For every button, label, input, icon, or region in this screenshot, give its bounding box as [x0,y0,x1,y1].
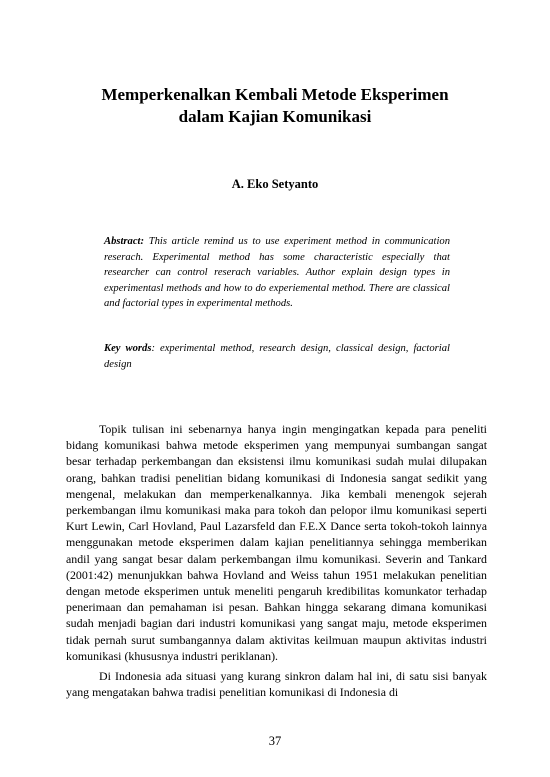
abstract [104,234,450,312]
author-name: A. Eko Setyanto [231,177,319,191]
title-line-1: Memperkenalkan Kembali Metode Eksperimen [101,85,449,104]
paragraph-1: Topik tulisan ini sebenarnya hanya ingin mengingatkan kepada para peneliti bidang komunikasi bahwa metode eksperimen yang mempunyai sumbangan sangat besar terhadap perkembangan dan eksistensi ilmu komunikasi sudah mulai dilupakan orang, bahkan tradisi penelitian bidang komunikasi di Indonesia sangat sedikit yang mengenal, melakukan dan memperkenalkannya. Jika kembali menengok sejerah perkembangan ilmu komunikasi maka para tokoh dan pelopor ilmu komunikasi seperti Kurt Lewin, Carl Hovland, Paul Lazarsfeld dan F.E.X Dance serta tokoh-tokoh lainnya menggunakan metode eksperimen dalam kajian penelitiannya sehingga memberikan andil yang sangat besar dalam perkembangan ilmu komunikasi. Severin and Tankard (2001:42) menunjukkan bahwa Hovland and Weiss tahun 1951 melakukan penelitian dengan metode eksperimen untuk meneliti pengaruh kredibilitas komunkator terhadap penerimaan dan pemahaman isi pesan. Bahkan hingga sekarang dimana komunikasi sudah menjadi bagian dari industri komunikasi yang sangat maju, metode eksperimen tidak pernah surut sumbangannya dalam aktivitas keilmuan maupun aktivitas industri komunikasi (khususnya industri periklanan). [66,422,487,663]
paragraph-2: Di Indonesia ada situasi yang kurang sinkron dalam hal ini, di satu sisi banyak yang mengatakan bahwa tradisi penelitian komunikasi di Indonesia di [66,669,487,700]
title-line-2: dalam Kajian Komunikasi [178,107,372,126]
page-number: 37 [268,734,282,748]
abstract-label: Abstract: [104,236,145,247]
body-text [66,421,487,704]
keywords-text: : experimental method, research design, classical design, factorial design [104,343,450,370]
keywords [104,341,450,372]
abstract-text: This article remind us to use experiment method in communication reserach. Experimental method has some characteristic especially that researcher can control reserach variables. Author explain design types in experimentasl methods and how to do experiemental method. There are classical and factorial types in experimental methods. [104,236,450,309]
keywords-label: Key words [104,343,152,354]
paper-title [60,84,490,128]
